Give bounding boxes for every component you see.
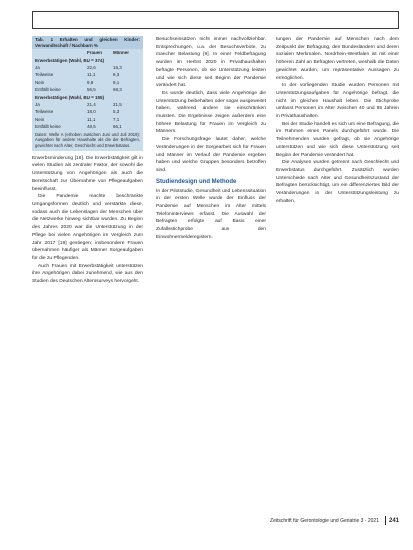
body-paragraph: Es wurde deutlich, dass viele Angehörige die Unterstützung beibehalten oder sogar ausgeweitet haben, während andere sie einschränken mussten. Die Ergebnisse zeigen außerdem eine höhere Belastung für Frauen im Vergleich zu Männern.	[156, 90, 266, 135]
table-row: Teilweise 18,0 5,3	[35, 109, 120, 115]
column-left	[32, 36, 143, 286]
table-section-2: Erwerbstätigen (Wahl, BU = 155)	[35, 94, 104, 100]
header-box	[32, 11, 399, 29]
body-paragraph: Bei der Studie handelt es sich um eine Befragung, die im Rahmen eines Panels durchgeführt wurde. Die Teilnehmenden wurden gefragt, ob sie Angehörige unterstützen und wie sich diese Unterstützung seit Beginn der Pandemie verändert hat.	[276, 121, 399, 158]
column-middle	[156, 36, 266, 242]
table-row: Ja 21,4 21,5	[35, 102, 122, 108]
data-table	[32, 36, 143, 151]
table-caption: Tab. 1 Erhalten und gleichen Kinder: Verwandtschaft / Nachbarn %	[32, 36, 143, 49]
footer-divider	[385, 516, 386, 525]
page-number: 241	[388, 517, 399, 524]
body-paragraph: Die Analysen wurden getrennt nach Geschlecht und Erwerbstatus durchgeführt. Zusätzlich wurden Unterschiede nach Alter und Gesundheitszustand der Befragten berücksichtigt, um ein differenziertes Bild der Veränderungen in der Unterstützungsleistung zu erhalten.	[276, 160, 399, 204]
body-paragraph: Auch Frauen mit Erwerbstätigkeit unterstützen ihre Angehörigen dabei zunehmend, wie aus den Studien des Deutschen Alterssurveys hervorgeht.	[32, 263, 143, 285]
table-header	[32, 49, 143, 56]
table-row: Entfällt keine 49,5 66,1	[35, 124, 122, 130]
body-paragraph: Erwerbsminderung [18]. Die Erwerbstätigkeit gilt in vielen Studien als zentraler Faktor, der sowohl die Unterstützung von Angehörigen als auch die Bereitschaft zur Übernahme von Pflegeaufgaben beeinflusst.	[32, 155, 143, 192]
table-col-manner: Männer	[113, 50, 130, 56]
table-row: Teilweise 11,1 8,3	[35, 72, 120, 78]
table-row: Nein 11,1 7,1	[35, 116, 120, 122]
body-paragraph: In der vorliegenden Studie wurden Personen mit Unterstützungsaufgaben für Angehörige befragt, die nicht im gleichen Haushalt leben. Die Stichprobe umfasst Personen im Alter zwischen 40 und 85 Jahren in Privathaushalten.	[276, 83, 399, 120]
body-paragraph: Besuchseinsätzen nicht immer nachvollziehbar. Entsprechungen, u.a. der Besuchsverbote, zu mancher Belastung [9]. In einer Feldbefragung wurden im Herbst 2020 in Privathaushalten befragte Personen, ob sie Unterstützung leisten und wie sich diese seit Beginn der Pandemie verändert hat.	[156, 37, 266, 89]
table-col-frauen: Frauen	[87, 50, 103, 56]
table-row: Nein 9,8 8,1	[35, 79, 120, 85]
table-note: Daten: Welle A (erhoben zwischen Juni und Juli 2019); Ausgaben für andere Haushalte als die der Befragten, gewichtet nach Alter, Geschlecht und Erwerbstatus.	[32, 131, 143, 151]
column-right	[276, 36, 399, 205]
table-row: Ja 22,6 15,3	[35, 65, 122, 70]
journal-title: Zeitschrift für Gerontologie und Geriatrie 3 · 2021	[270, 517, 379, 524]
body-paragraph: tungen der Pandemie auf Menschen nach dem Zeitpunkt der Befragung, den Bundesländern und deren sozialen Merkmalen. Nordrhein-Westfalen ist mit einer höheren Zahl an Befragten vertreten, weshalb die Daten gewichtet wurden, um repräsentative Aussagen zu ermöglichen.	[276, 37, 399, 81]
body-paragraph: Die Forschungsfrage lautet daher, welche Veränderungen in der Sorgearbeit sich für Frauen und Männer im Verlauf der Pandemie ergeben haben und welche Gruppen besonders betroffen sind.	[156, 137, 266, 173]
body-paragraph: In der Pilotstudie, Gesundheit und Lebenssituation in der ersten Welle wurde der Einfluss der Pandemie auf Menschen im Alter mittels Telefoninterviews erfasst. Die Auswahl der Befragten erfolgte auf Basis einer Zufallsstichprobe aus den Einwohnermelderegistern.	[156, 188, 266, 240]
table-row: Entfällt keine 56,5 68,3	[35, 87, 122, 93]
section-heading: Studiendesign und Methode	[156, 178, 237, 185]
table-section-1: Erwerbstätigen (Wahl, BU = 374)	[35, 57, 104, 63]
body-paragraph: Die Pandemie machte beschränkte Umgangsformen deutlich und verstärkte diese, sodass auch die Lebenslagen der Menschen über die Netzwerke hinweg sichtbar wurden. Zu Beginn des Jahres 2020 war die Unterstützung in der Pflege bei vielen Angehörigen im Vergleich zum Jahr 2017 [19] gestiegen; insbesondere Frauen übernahmen häufiger als Männer Sorgeaufgaben für die zu Pflegenden.	[32, 194, 143, 261]
page-footer	[270, 516, 399, 525]
